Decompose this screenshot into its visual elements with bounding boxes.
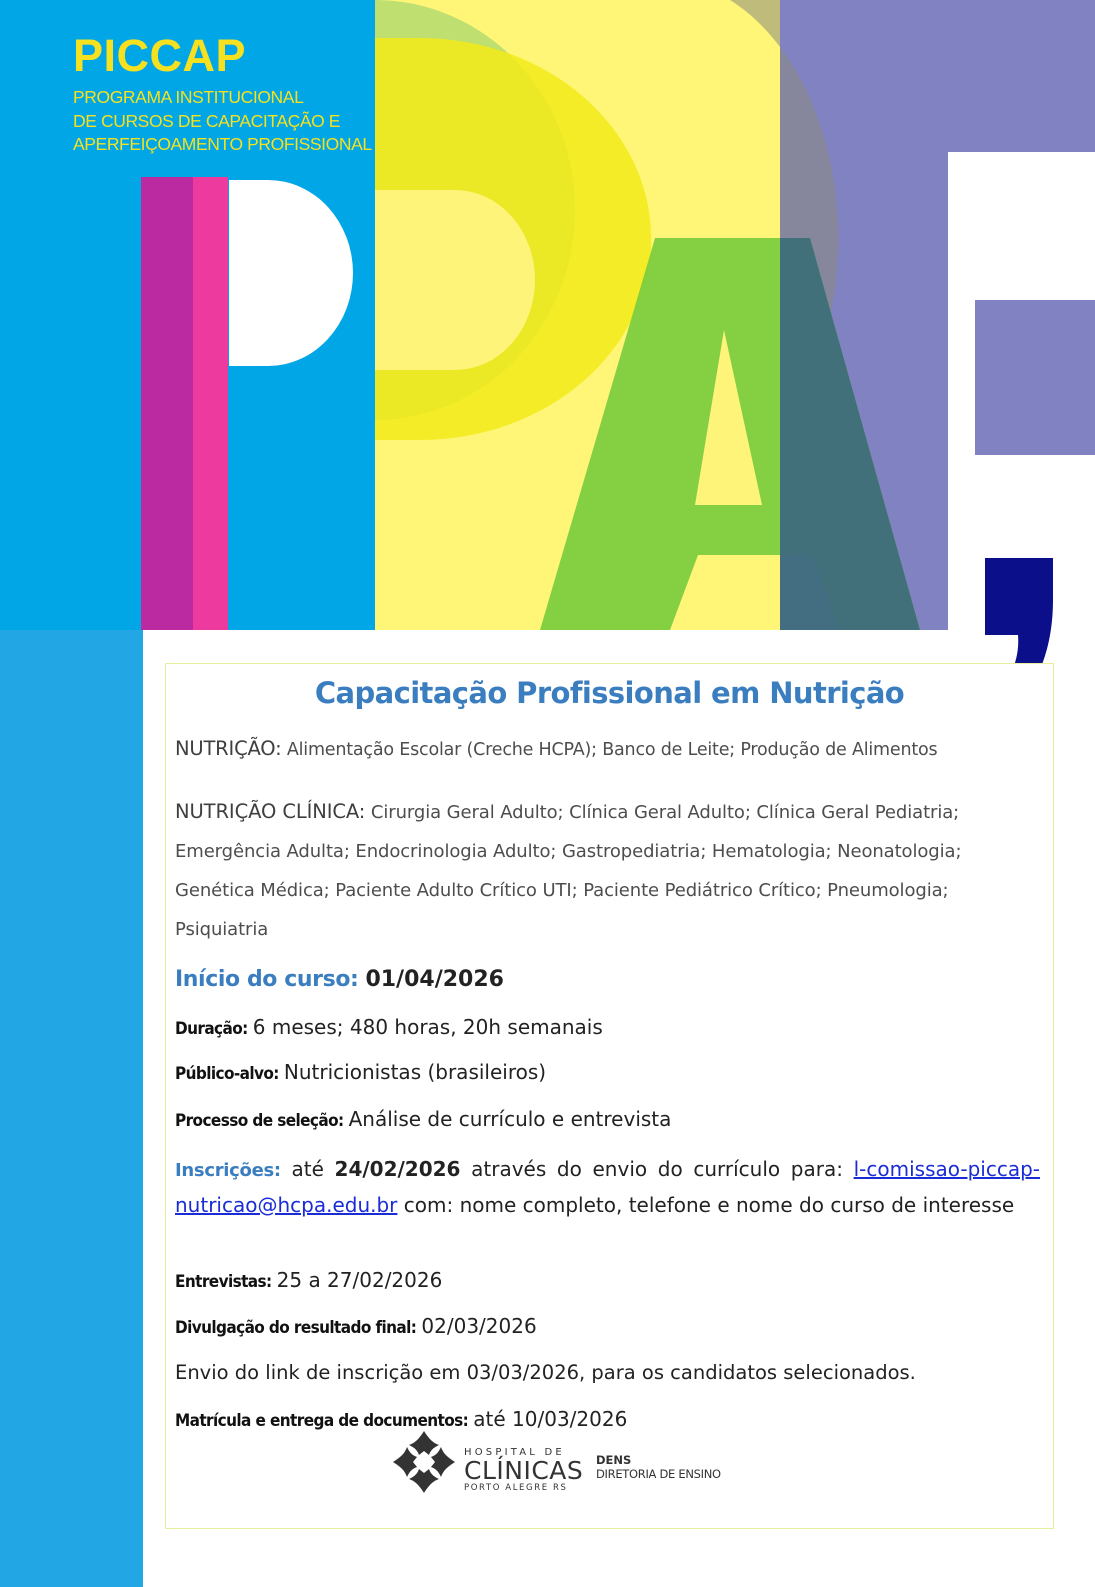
dens-line-2: DIRETORIA DE ENSINO [596, 1467, 721, 1481]
registration-deadline: 24/02/2026 [334, 1157, 461, 1181]
course-info-card [165, 663, 1054, 1529]
nutricao-clinica-label: NUTRIÇÃO CLÍNICA: [175, 800, 366, 823]
audience-row [175, 1060, 546, 1084]
nutricao-areas [175, 737, 1040, 760]
registration-post: com: nome completo, telefone e nome do curso de interesse [403, 1193, 1015, 1217]
magenta-bar-light [193, 177, 228, 630]
interviews-label: Entrevistas: [175, 1272, 272, 1292]
duration-row [175, 1015, 603, 1039]
hospital-line-1: HOSPITAL DE [464, 1447, 565, 1458]
audience-label: Público-alvo: [175, 1064, 279, 1084]
brand-subtitle-line-3: APERFEIÇOAMENTO PROFISSIONAL [73, 134, 372, 154]
selection-process-label: Processo de seleção: [175, 1111, 344, 1131]
brand-subtitle-line-1: PROGRAMA INSTITUCIONAL [73, 87, 304, 107]
hospital-logo-icon [391, 1429, 457, 1495]
duration-label: Duração: [175, 1019, 248, 1039]
brand-header [73, 30, 372, 157]
enrollment-row [175, 1407, 627, 1431]
nutricao-clinica-areas [175, 792, 1040, 949]
registration-info [175, 1152, 1040, 1222]
selection-process-value: Análise de currículo e entrevista [348, 1107, 672, 1131]
registration-pre: até [291, 1157, 324, 1181]
interviews-row [175, 1268, 442, 1292]
magenta-bar-dark [141, 177, 193, 630]
course-start-date: 01/04/2026 [365, 967, 504, 992]
enrollment-value: até 10/03/2026 [473, 1407, 628, 1431]
enrollment-link-note: Envio do link de inscrição em 03/03/2026, para os candidatos selecionados. [175, 1361, 916, 1384]
registration-label: Inscrições: [175, 1160, 281, 1181]
letter-p-purple-counter [948, 152, 1095, 300]
dens-line-1: DENS [596, 1453, 632, 1467]
result-value: 02/03/2026 [421, 1314, 537, 1338]
registration-email-link[interactable]: l-comissao-piccap-nutricao@hcpa.edu.br [175, 1157, 1040, 1217]
hospital-logo-text [464, 1447, 583, 1493]
course-title: Capacitação Profissional em Nutrição [314, 676, 905, 710]
interviews-value: 25 a 27/02/2026 [276, 1268, 443, 1292]
hospital-line-2: CLÍNICAS [464, 1456, 584, 1485]
dens-logo-text [596, 1453, 721, 1481]
enrollment-label: Matrícula e entrega de documentos: [175, 1411, 469, 1431]
duration-value: 6 meses; 480 horas, 20h semanais [252, 1015, 603, 1039]
brand-subtitle-line-2: DE CURSOS DE CAPACITAÇÃO E [73, 110, 341, 131]
result-label: Divulgação do resultado final: [175, 1318, 417, 1338]
brand-subtitle [73, 86, 372, 157]
audience-value: Nutricionistas (brasileiros) [283, 1060, 547, 1084]
letter-d-counter [375, 190, 535, 370]
registration-mid: através do envio do currículo para: [471, 1157, 843, 1181]
brand-name: PICCAP [73, 30, 247, 81]
hospital-line-3: PORTO ALEGRE RS [464, 1483, 568, 1493]
nutricao-label: NUTRIÇÃO: [175, 737, 282, 760]
nutricao-clinica-text: Cirurgia Geral Adulto; Clínica Geral Adulto; Clínica Geral Pediatria; Emergência Adulta; Endocrinologia Adulto; Gastropediatria; Hematologia; Neonatologia; Genética Médica; Paciente Adulto Crítico UTI; Paciente Pediátrico Crítico; Pneumologia; Psiquiatria [175, 802, 962, 940]
course-start [175, 967, 1040, 992]
selection-process-row [175, 1107, 671, 1131]
result-row [175, 1314, 537, 1338]
nutricao-text: Alimentação Escolar (Creche HCPA); Banco de Leite; Produção de Alimentos [286, 740, 938, 760]
course-start-label: Início do curso: [175, 967, 359, 992]
